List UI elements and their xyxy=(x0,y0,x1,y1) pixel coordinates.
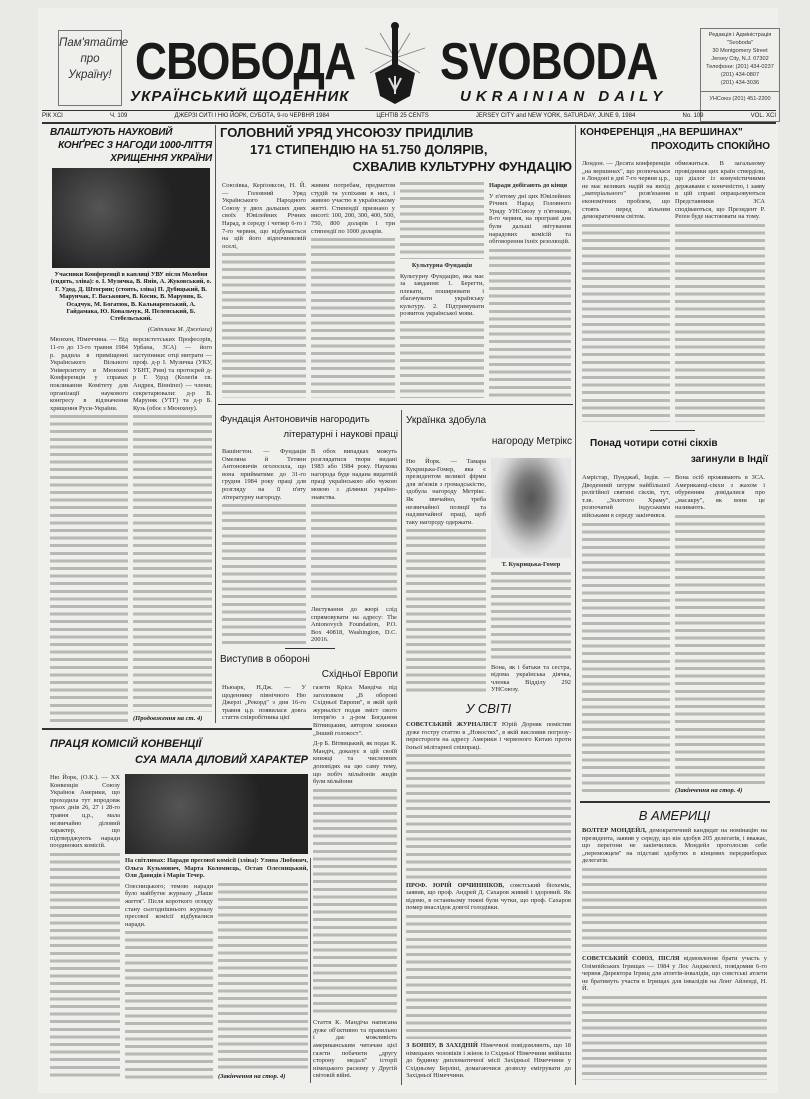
headline-line: ВЛАШТУЮТЬ НАУКОВИЙ xyxy=(50,127,173,138)
antonovych-headline xyxy=(220,412,398,442)
text-column-filler xyxy=(582,868,767,952)
text-column-filler xyxy=(50,853,120,1080)
continued-note: (Продовження на ст. 4) xyxy=(133,715,203,722)
photo-caption: На світлинах: Наради пресової комісії (зліва): Уляна Любович, Ольга Кузьмович, Марта Коломиєць, Остап Олесницький, Оля Давидів і Марія Течер. xyxy=(125,857,308,880)
headline-line: Фундація Антоновичів нагородить xyxy=(220,414,370,425)
america-item-lead: ВОЛТЕР МОНДЕЙЛ, xyxy=(582,827,647,834)
lead-subhead: Наради добігають до кінця xyxy=(489,182,568,189)
defense-col-3: Д-р Б. Вітвицький, як подає К. Мандіч, доказує в цій своїй книжці та численних доповідях на цю саму тему, що побіч мільйонів жидів були мільйони xyxy=(313,740,397,786)
summit-column-1 xyxy=(582,160,670,422)
antonovych-col-1: Вашінгтон. — Фундація Омеляна й Тетяни Антоновичів оголосила, що вона прийматиме до 31-го грудня 1984 року праці для розгляду на її п'яту літературну нагороду. xyxy=(222,448,306,501)
text-column-filler xyxy=(406,754,571,878)
headline-line: ХРИЩЕННЯ УКРАЇНИ xyxy=(110,153,212,164)
conference-group-photo xyxy=(52,168,210,268)
dateline-price: ЦЕНТІВ 25 CENTS xyxy=(376,113,429,119)
lead-column-4 xyxy=(489,182,571,398)
text-column-filler xyxy=(489,249,571,398)
column-divider xyxy=(215,125,216,723)
america-headline: В АМЕРИЦІ xyxy=(638,808,711,823)
headline-line: загинули в Індії xyxy=(690,454,768,465)
congress-body: Мюнхен, Німеччина. — Від 11-го до 13-го травня 1984 р. радила в приміщенні Українського Вільного Університету в Мюнхені Конференція у справах покликання Комітету для організації наукового конгресу в відзначення хрищення Руси-України. xyxy=(50,336,128,412)
section-rule xyxy=(42,728,312,730)
headline-line: Українка здобула xyxy=(406,415,487,426)
address-line: 30 Montgomery Street xyxy=(712,48,768,54)
headline-line: СХВАЛИВ КУЛЬТУРНУ ФУНДАЦІЮ xyxy=(352,159,572,174)
dateline-number: Ч. 109 xyxy=(110,113,128,119)
america-item-text: відмовлення брати участь у Олімпійських Ігрищах — 1984 у Лос Анджелесі, повідомив 6-го червня Директора Ігрищ для атлетів-інвалідів, що совєтські атлети не братимуть участи в Ігрищах для інвалідів на Лонг Айленді, Н. Й. xyxy=(582,955,767,993)
text-column-filler xyxy=(400,321,484,398)
america-item xyxy=(582,955,767,993)
text-column-filler xyxy=(406,529,486,694)
dateline-volume: VOL. XCI xyxy=(750,113,776,119)
masthead-title-cyrillic: СВОБОДА xyxy=(135,33,356,91)
lead-col-4: У п'ятому дні цих Ювілейних Річних Нарад Головного Уряду УНСоюзу у п'ятницю, 8-го червня, на програмі дня були дальші звітування нарадових комісій та обговорення їхніх резолюцій. xyxy=(489,192,571,246)
text-column-filler xyxy=(400,182,484,259)
address-line: Редакція і Адміністрація xyxy=(708,32,772,38)
antonovych-column-1 xyxy=(222,448,306,644)
text-column-filler xyxy=(218,883,308,1070)
defense-col-2: газети Кріса Мандіча під заголовком „В обороні Східньої Европи", в якій цей журналіст подав зміст свого інтерв'ю з д-ром Богданом Вітвицьким, автором книжки „Інший голокост". xyxy=(313,684,397,737)
dateline xyxy=(42,110,776,124)
lead-headline xyxy=(220,124,572,175)
address-line: Jersey City, N.J. 07302 xyxy=(711,56,769,62)
text-column-filler xyxy=(133,415,212,712)
photo-caption: Учасники Конференції в каплиці УВУ після Молебня (сидять, зліва): о. І. Музичка, В. Янів, А. Жуковський, о. Г. Удод, Д. Штогрин; (стоять, зліва) П. Дубицький, В. Марунчак, Г. Васькович, В. Косик, В. Маруняк, Б. Осадчук, М. Богатюк, В. Кальнаревський, А. Гайдамака, Ю. Ковальчук, Я. Пеленський, Б. Стебельський. xyxy=(50,271,212,323)
congress-headline xyxy=(50,126,212,165)
world-item xyxy=(406,1042,571,1080)
headline-line: ГОЛОВНИЙ УРЯД УНСОЮЗУ ПРИДІЛИВ xyxy=(220,125,474,140)
america-item-lead: СОВЄТСЬКИЙ СОЮЗ, ПІСЛЯ xyxy=(582,955,680,962)
address-line: (201) 434-0807 xyxy=(720,72,760,78)
text-column-filler xyxy=(582,523,670,794)
world-item-lead: З БОННУ, В ЗАХІДНІЙ xyxy=(406,1042,478,1050)
metrix-headline xyxy=(406,412,572,450)
congress-columns xyxy=(50,336,212,722)
address-line: (201) 434-3036 xyxy=(720,80,760,86)
section-rule xyxy=(580,801,770,803)
congress-col-2 xyxy=(133,336,212,722)
dateline-year: РІК XCI xyxy=(42,113,63,119)
address-box xyxy=(700,28,780,122)
convention-col-2 xyxy=(125,883,213,1080)
america-item xyxy=(582,827,767,865)
lead-subhead: Культурна Фундація xyxy=(411,261,473,269)
sikhs-column-2 xyxy=(675,474,765,794)
convention-body: Ню Йорк, (О.К.). — XX Конвенція Союзу Українок Америки, що проходила тут впродовж трьох днів 26, 27 і 28-го травня ц.р., мала незвичайно діловий характер, що підтверджують наради поодиноких комісій. xyxy=(50,774,120,850)
world-item-text: совєтський біохемік, заявив, що проф. Андрей Д. Сахаров живий і здоровий. Як відомо, в останньому тижні були чутки, що проф. Сахаров помер внаслідок довгої голодівки. xyxy=(406,881,571,912)
world-item-lead: СОВЄТСЬКИЙ ЖУРНАЛІСТ xyxy=(406,721,498,728)
headline-line: Виступив в обороні xyxy=(220,654,310,665)
masthead-subtitle-latin: UKRAINIAN DAILY xyxy=(460,88,668,105)
lead-col-3: Культурну Фундацію, яка має за завдання: 1. Берегти, плекати, поширювати і збагачувати українську культуру. 2. Підтримувати розвиток української мови. xyxy=(400,272,484,318)
convention-main xyxy=(125,774,308,1080)
metrix-column-1 xyxy=(406,458,486,694)
world-headline: У СВІТІ xyxy=(465,701,512,716)
america-item-text: демократичний кандидат на номінацію на президента, заявив у середу, що він здобув 205 делегатів, і вважає, що перегони не закінчилися. Мондейл проголосив себе „переможцем" на підставі здобутих в кінцевих передвиборах делегатів. xyxy=(582,827,767,865)
world-section xyxy=(406,700,571,1080)
text-column-filler xyxy=(582,224,670,422)
sikhs-col-1: Амрістар, Пунджаб, Індія. — Дводенний штурм найбільшої релігійної святині сікхів, тут, т.зв. „Золотого Храму", розпочатий індуськими військами в середу закінчився. xyxy=(582,474,670,519)
text-column-filler xyxy=(406,915,571,1039)
world-item xyxy=(406,721,571,751)
dateline-place-date-ua: ДЖЕРЗІ СИТІ І НЮ ЙОРК, СУБОТА, 9-го ЧЕРВНЯ 1984 xyxy=(174,113,330,119)
metrix-column-2 xyxy=(491,458,571,694)
column-divider xyxy=(401,410,402,1085)
headline-line: КОНҐРЕС З НАГОДИ 1000-ЛІТТЯ xyxy=(58,140,212,151)
antonovych-column-2 xyxy=(311,448,397,644)
text-column-filler xyxy=(313,789,397,1017)
world-item xyxy=(406,882,571,912)
text-column-filler xyxy=(582,996,767,1080)
defense-col-4: Стаття К. Мандіча написана дуже об'єктивно та правильно і дає можливість американським читачам цієї газети побачити „другу сторону медалі" історії німецького расизму у Другій світовій війні. xyxy=(313,1019,397,1080)
antonovych-col-2: В обох випадках можуть розглядатися твори видані 1983 або 1984 року. Наукова нагорода буде надана видатній праці українською або чужою мовою з ділянки україно-знавства. xyxy=(311,448,397,501)
congress-col-1 xyxy=(50,336,128,722)
headline-line: 171 СТИПЕНДІЮ НА 51.750 ДОЛЯРІВ, xyxy=(250,142,488,157)
trident-emblem-icon xyxy=(360,18,430,106)
text-column-filler xyxy=(125,931,213,1080)
photo-credit: (Світлина М. Джеґала) xyxy=(147,325,212,333)
headline-line: нагороду Метрікс xyxy=(491,436,572,447)
lead-column-1 xyxy=(222,182,306,398)
headline-line: літературні і наукові праці xyxy=(283,429,398,440)
continued-note: (Закінчення на стор. 4) xyxy=(218,1073,286,1080)
convention-body-2: Олесницького; темою наради було майбутнє журналу „Наше життя". Після короткого огляду стану сьогоднішнього журналу пресової комісії відбувалися наради. xyxy=(125,882,213,928)
defense-col-1: Ньюарк, Н.Дж. — У щоденнику північного Ню Джерзі „Рекорд" з дня 16-го травня ц.р. появилася довга стаття співробітника цієї xyxy=(222,684,306,722)
commission-meeting-photo xyxy=(125,774,308,854)
antonovych-address: Листування до жюрі слід спрямовувати на адресу: The Antonovych Foundation, P.O. Box 40818, Washington, D.C. 20016. xyxy=(311,606,397,644)
text-column-filler xyxy=(50,415,128,722)
text-column-filler xyxy=(675,224,765,422)
summit-headline xyxy=(580,126,770,154)
lead-col-2: живим потребам, предметом студій та успіхами в них, і живою участю в українському житті. Стипендії признано у висоті: 100, 200, 300, 400, 500, 750, 800 доларів і три стипендії по 1000 доларів. xyxy=(311,182,395,235)
summit-col-1: Лондон. — Десята конференція „на вершинах", що розпочалася в Лондоні в дні 7-го червня ц.р., не має великих надій на вихід „матеріального" розв'язання економічних проблем, що стоять перед вільним демократичним світом. xyxy=(582,160,670,221)
world-item-text: Німеччині повідомляють, що 18 німецьких чоловіків і жінок із Східньої Німеччини ввійшли до будинку дипломатичної місії Західньої Німеччини у Східньому Берліні, домагаючися дозволу емігрувати до Західньої Німеччини. xyxy=(406,1042,572,1080)
headline-line: СУА МАЛА ДІЛОВИЙ ХАРАКТЕР xyxy=(134,754,308,766)
lead-col-1: Союзівка, Керґонксон, Н. Й. — Головний Уряд Українського Народного Союзу у двох дальших днях своїх Ювілейних Річних Нарад, в середу і четвер 6-го і 7-го червня, що відбувається на цій його відпочинковій оселі, xyxy=(222,182,306,250)
text-column-filler xyxy=(222,504,306,644)
sikhs-headline xyxy=(590,436,768,468)
sikhs-col-2: Вона осіб проживають в ЗСА. Американці-сікхи з жахом і обуренням довідалися про „масакру", як вони це називають. xyxy=(675,474,765,512)
congress-body-continued: версистетських Професорів, Урбана, ЗСА) — його заступники: отці митрати — проф. д-р І. Музичка (УКУ, УБНТ, Рим) та протоєрей д-р Г. Удод (Колеґія св. Андрея, Вінніпеґ) — члени; секретарювали: д-р В. Маруняк (УТГ) та д-р Б. Кузь (обоє з Мюнхену). xyxy=(133,336,212,412)
sikhs-column-1 xyxy=(582,474,670,794)
convention-columns xyxy=(125,883,308,1080)
text-column-filler xyxy=(311,238,395,398)
address-line: Телефони: (201) 434-0237 xyxy=(706,64,774,70)
summit-col-2: обмежиться. В загальному провідники цих країн стверділи, що діалог із комуністичними державами є конечністю, і заяву в цій справі опрацьовуються Представники ЗСА сподіваються, що Президент Р. Реґен буде настоювати на тому. xyxy=(675,160,765,221)
metrix-body: Ню Йорк. — Тамара Кукрицька-Гомер, яка є президентом великої фірми для зв'язків з громадськістю, здобула нагороду Метрікс. Як звичайно, треба незвичайної позиції та надзвичайної праці, щоб таку нагороду одержати. xyxy=(406,458,486,526)
dateline-issue-no: No. 109 xyxy=(682,113,704,119)
headline-line: Східньої Европи xyxy=(321,669,398,680)
dateline-place-date-en: JERSEY CITY and NEW YORK, SATURDAY, JUNE 9, 1984 xyxy=(475,113,636,119)
masthead-subtitle-cyrillic: УКРАЇНСЬКИЙ ЩОДЕННИК xyxy=(130,88,350,105)
lead-column-2 xyxy=(311,182,395,398)
continued-note: (Закінчення на стор. 4) xyxy=(675,787,743,794)
section-rule xyxy=(218,404,573,405)
headline-line: Понад чотири сотні сікхів xyxy=(590,438,718,449)
convention-column-1 xyxy=(50,774,120,1080)
lead-column-3 xyxy=(400,182,484,398)
masthead-title-latin: SVOBODA xyxy=(440,33,658,91)
address-line: УНСоюз (201) 451-2200 xyxy=(701,91,779,103)
address-line: "Svoboda" xyxy=(726,40,754,46)
headline-line: КОНФЕРЕНЦІЯ „НА ВЕРШИНАХ" xyxy=(580,127,743,138)
defense-headline xyxy=(220,652,398,682)
text-column-filler xyxy=(311,504,397,603)
headline-line: ПРАЦЯ КОМІСІЙ КОНВЕНЦІЇ xyxy=(50,738,202,750)
america-section xyxy=(582,808,767,1080)
world-item-lead: ПРОФ. ЮРІЙ ОРЧИННІКОВ, xyxy=(406,881,504,889)
section-rule xyxy=(285,648,335,649)
portrait-photo xyxy=(491,458,571,558)
text-column-filler xyxy=(222,253,306,398)
convention-col-3 xyxy=(218,883,308,1080)
text-column-filler xyxy=(675,515,765,784)
headline-line: ПРОХОДИТЬ СПОКІЙНО xyxy=(651,141,770,152)
motto-box: Пам'ятайте про Україну! xyxy=(58,30,122,106)
column-divider xyxy=(310,858,311,1083)
text-column-filler xyxy=(491,572,571,661)
congress-article xyxy=(50,126,212,722)
section-rule xyxy=(650,430,695,431)
column-divider xyxy=(575,125,576,1085)
convention-headline xyxy=(50,736,308,768)
summit-column-2 xyxy=(675,160,765,422)
defense-column-2 xyxy=(313,684,397,1080)
photo-caption: Т. Кукрицька-Гомер xyxy=(501,561,561,568)
world-item-text: Юрій Дорняк помістив дуже гостру статтю в „Новостях", в якій висловив погрозу-перестороги на адресу Америки і червоного Китаю проти їхньої мілітарної співпраці. xyxy=(406,721,571,751)
metrix-body-2: Вона, як і батьки та сестра, відома українська діячка, членка Відділу 292 УНСоюзу. xyxy=(491,663,571,694)
